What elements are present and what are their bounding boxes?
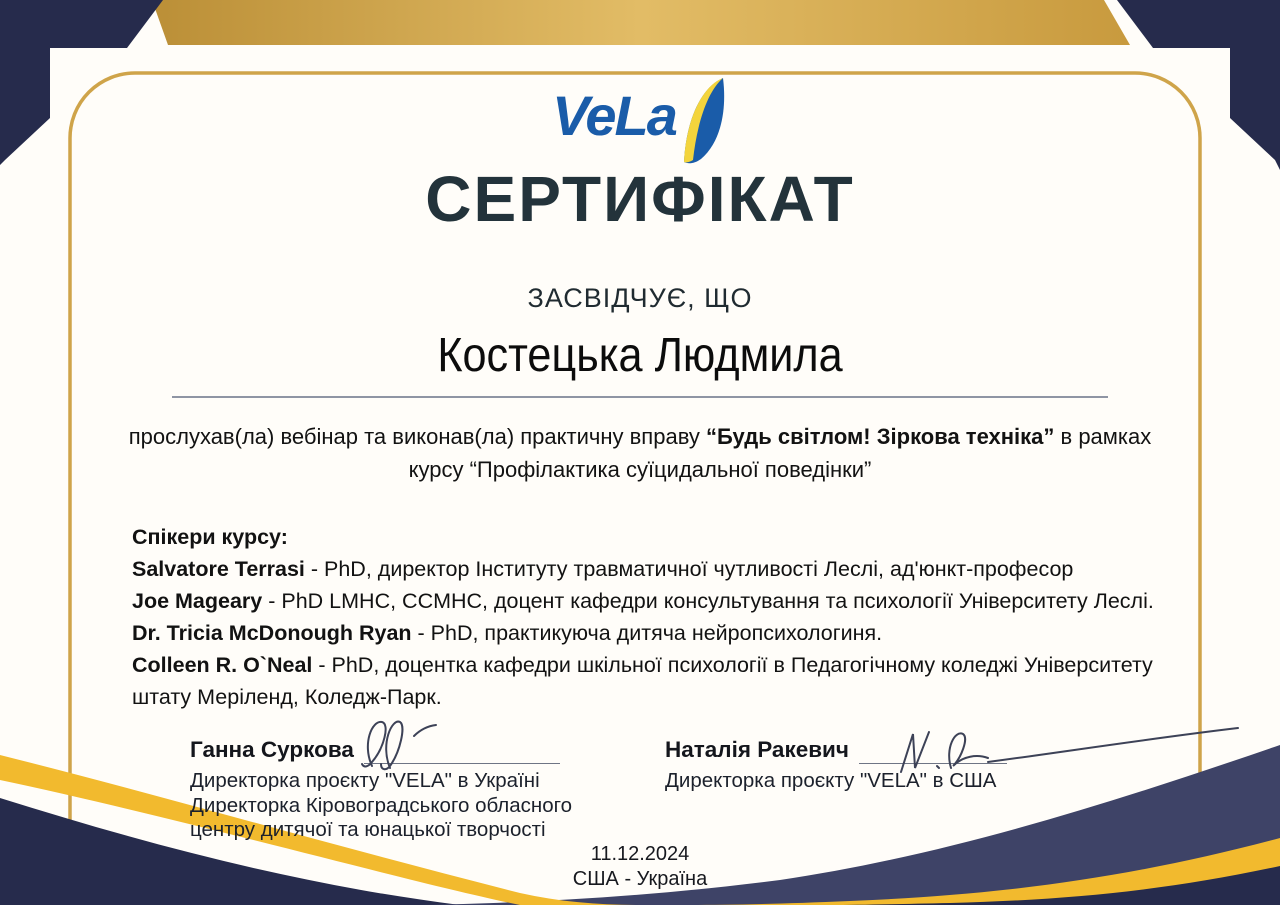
speaker-name: Colleen R. O`Neal [132,653,313,677]
signature-line [364,737,560,764]
date: 11.12.2024 [590,843,690,865]
logo [0,76,1280,166]
certificate-body [110,420,1170,486]
sail-icon [676,76,728,166]
certificate-title: СЕРТИФІКАТ [425,163,855,235]
top-gold-band [152,0,1130,45]
signer-title-line: Директорка проєкту "VELA" в США [665,769,997,792]
body-suffix: в рамках [1054,424,1152,449]
signer-title-line: центру дитячої та юнацької творчості [190,818,546,841]
footer [0,842,1280,892]
speaker-desc: - PhD, практикуюча дитяча нейропсихологиня. [411,621,883,645]
speaker-name: Dr. Tricia McDonough Ryan [132,621,412,645]
signature-left [190,736,660,843]
signer-titles [190,769,660,843]
speaker-item [132,649,1160,713]
body-line-2: курсу “Профілактика суїцидальної поведінки” [408,457,872,482]
speaker-desc: - PhD, директор Інституту травматичної чутливості Леслі, ад'юнкт-професор [304,557,1074,581]
body-prefix: прослухав(ла) вебінар та виконав(ла) практичну вправу [128,424,707,449]
signer-titles [665,769,1265,794]
speaker-desc: - PhD, доцентка кафедри шкільної психології в Педагогічному коледжі Університету штату Меріленд, Коледж-Парк. [132,653,1153,709]
body-line-1 [110,420,1170,453]
speaker-item [132,585,1160,617]
speaker-name: Joe Mageary [132,589,263,613]
signer-title-line: Директорка Кіровоградського обласного [190,793,573,817]
location: США - Україна [572,868,708,890]
speaker-item [132,617,1160,649]
signer-name: Наталія Ракевич [665,737,849,762]
speakers-section [132,521,1160,713]
speaker-desc: - PhD LMHC, CCMHC, доцент кафедри консультування та психології Університету Леслі. [262,589,1154,613]
webinar-title: “Будь світлом! Зіркова техніка” [706,424,1055,449]
logo-text: VeLa [552,84,676,147]
certificate-subtitle: ЗАСВІДЧУЄ, ЩО [527,283,753,313]
signer-title-line: Директорка проєкту "VELA" в Україні [190,769,540,792]
signature-left-strip [190,736,660,764]
signature-right-strip [665,736,1265,764]
speaker-item [132,553,1160,585]
speaker-name: Salvatore Terrasi [132,557,305,581]
signature-line [859,737,1007,764]
speakers-heading: Спікери курсу: [132,525,288,549]
signature-right [665,736,1265,794]
recipient-name: Костецька Людмила [437,329,843,382]
recipient-underline [172,396,1108,398]
signer-name: Ганна Суркова [190,737,354,762]
